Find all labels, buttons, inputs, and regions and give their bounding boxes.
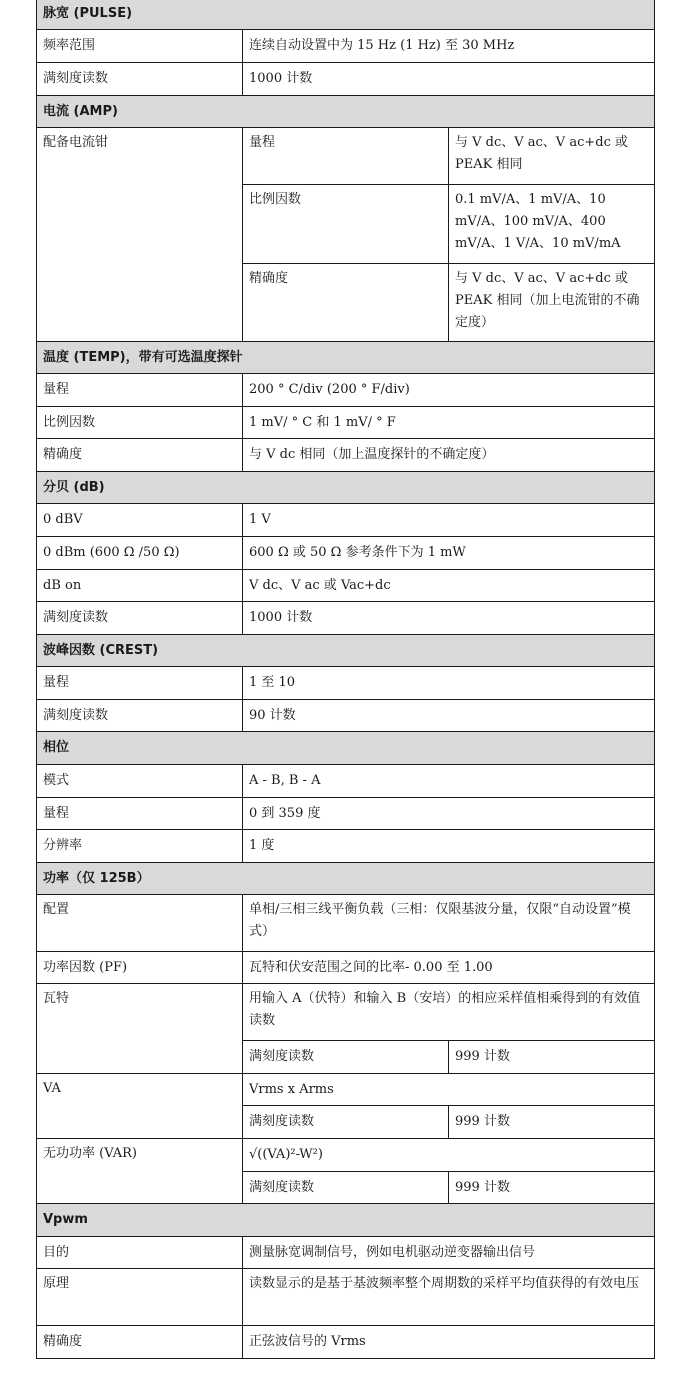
amp-acc-label: 精确度 [243,264,449,342]
vpwm-purpose-label: 目的 [37,1237,243,1269]
phase-mode-value: A - B, B - A [243,765,655,798]
crest-fs-value: 90 计数 [243,700,655,732]
power-var-fs-label: 满刻度读数 [243,1172,449,1204]
db-dbv-value: 1 V [243,504,655,537]
phase-range-label: 量程 [37,798,243,830]
vpwm-acc-label: 精确度 [37,1326,243,1359]
spec-table [36,0,655,1359]
db-dbon-label: dB on [37,570,243,602]
section-header-vpwm: Vpwm [37,1204,655,1237]
amp-acc-value: 与 V dc、V ac、V ac+dc 或 PEAK 相同（加上电流钳的不确定度） [449,264,655,342]
vpwm-purpose-value: 测量脉宽调制信号，例如电机驱动逆变器输出信号 [243,1237,655,1269]
power-config-value: 单相/三相三线平衡负载（三相：仅限基波分量，仅限“自动设置”模式） [243,895,655,952]
crest-range-value: 1 至 10 [243,667,655,700]
temp-scale-label: 比例因数 [37,407,243,439]
section-header-crest: 波峰因数 (CREST) [37,635,655,667]
crest-range-label: 量程 [37,667,243,700]
pulse-fs-label: 满刻度读数 [37,63,243,96]
phase-res-value: 1 度 [243,830,655,863]
db-dbm-label: 0 dBm (600 Ω /50 Ω) [37,537,243,570]
db-dbon-value: V dc、V ac 或 Vac+dc [243,570,655,602]
power-config-label: 配置 [37,895,243,952]
db-dbv-label: 0 dBV [37,504,243,537]
pulse-fs-value: 1000 计数 [243,63,655,96]
power-var-label: 无功功率 (VAR) [37,1139,243,1204]
power-watt-fs-value: 999 计数 [449,1041,655,1074]
power-va-value: Vrms x Arms [243,1074,655,1106]
power-pf-label: 功率因数 (PF) [37,952,243,984]
temp-acc-value: 与 V dc 相同（加上温度探针的不确定度） [243,439,655,472]
phase-res-label: 分辨率 [37,830,243,863]
power-watt-fs-label: 满刻度读数 [243,1041,449,1074]
power-pf-value: 瓦特和伏安范围之间的比率- 0.00 至 1.00 [243,952,655,984]
amp-range-label: 量程 [243,128,449,185]
power-watt-label: 瓦特 [37,984,243,1074]
amp-range-value: 与 V dc、V ac、V ac+dc 或 PEAK 相同 [449,128,655,185]
db-fs-value: 1000 计数 [243,602,655,635]
crest-fs-label: 满刻度读数 [37,700,243,732]
temp-acc-label: 精确度 [37,439,243,472]
db-dbm-value: 600 Ω 或 50 Ω 参考条件下为 1 mW [243,537,655,570]
section-header-pulse: 脉宽 (PULSE) [37,0,655,30]
power-var-fs-value: 999 计数 [449,1172,655,1204]
amp-clamp-label: 配备电流钳 [37,128,243,342]
temp-scale-value: 1 mV/ ° C 和 1 mV/ ° F [243,407,655,439]
amp-scale-label: 比例因数 [243,185,449,264]
section-header-power: 功率（仅 125B） [37,863,655,895]
power-watt-value: 用输入 A（伏特）和输入 B（安培）的相应采样值相乘得到的有效值读数 [243,984,655,1041]
power-va-fs-value: 999 计数 [449,1106,655,1139]
section-header-phase: 相位 [37,732,655,765]
power-va-fs-label: 满刻度读数 [243,1106,449,1139]
section-header-temp: 温度 (TEMP)，带有可选温度探针 [37,342,655,374]
vpwm-acc-value: 正弦波信号的 Vrms [243,1326,655,1359]
db-fs-label: 满刻度读数 [37,602,243,635]
vpwm-principle-value: 读数显示的是基于基波频率整个周期数的采样平均值获得的有效电压 [243,1269,655,1326]
pulse-freq-label: 频率范围 [37,30,243,63]
temp-range-label: 量程 [37,374,243,407]
section-header-amp: 电流 (AMP) [37,96,655,128]
pulse-freq-value: 连续自动设置中为 15 Hz (1 Hz) 至 30 MHz [243,30,655,63]
power-var-value: √((VA)²-W²) [243,1139,655,1172]
vpwm-principle-label: 原理 [37,1269,243,1326]
amp-scale-value: 0.1 mV/A、1 mV/A、10 mV/A、100 mV/A、400 mV/A、1 V/A、10 mV/mA [449,185,655,264]
temp-range-value: 200 ° C/div (200 ° F/div) [243,374,655,407]
power-va-label: VA [37,1074,243,1139]
phase-mode-label: 模式 [37,765,243,798]
phase-range-value: 0 到 359 度 [243,798,655,830]
section-header-db: 分贝 (dB) [37,472,655,504]
